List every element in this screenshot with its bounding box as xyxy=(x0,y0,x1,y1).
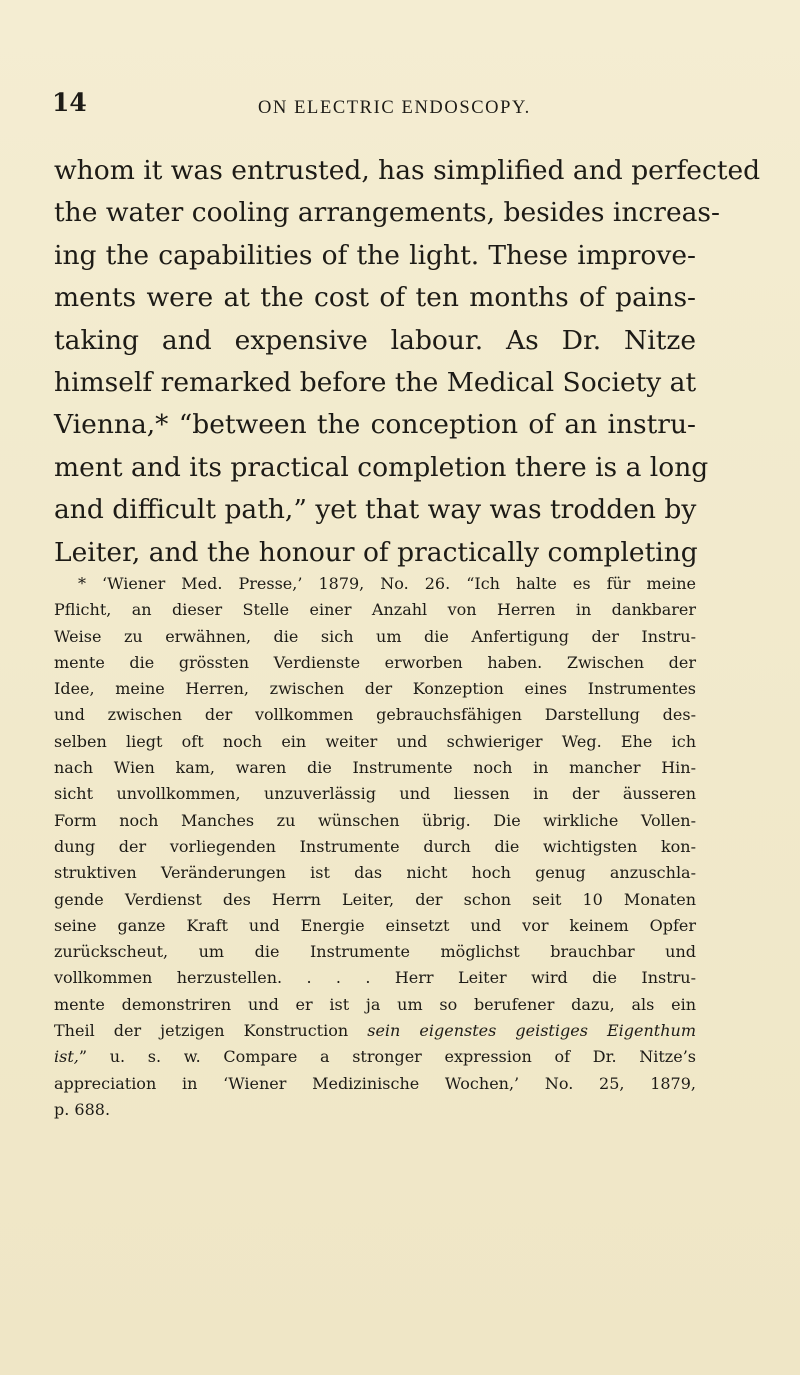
footnote-line: dung der vorliegenden Instrumente durch die wichtigsten kon- xyxy=(54,836,696,856)
footnote-line: und zwischen der vollkommen gebrauchsfähigen Darstellung des- xyxy=(54,705,696,725)
footnote-line: sicht unvollkommen, unzuverlässig und liessen in der äusseren xyxy=(54,784,696,804)
footnote xyxy=(54,571,696,1123)
footnote-line: p. 688. xyxy=(54,1099,111,1119)
footnote-line: mente demonstriren und er ist ja um so berufener dazu, als ein xyxy=(54,994,696,1014)
page-header xyxy=(40,88,760,128)
footnote-line xyxy=(54,1044,696,1070)
body-line: ments were at the cost of ten months of pains- xyxy=(54,282,696,314)
body-line: Vienna,* “between the conception of an instru- xyxy=(54,409,696,441)
footnote-line: * ‘Wiener Med. Presse,’ 1879, No. 26. “Ich halte es für meine xyxy=(78,574,696,593)
footnote-line: zurückscheut, um die Instrumente möglichst brauchbar und xyxy=(54,942,696,962)
footnote-line: Idee, meine Herren, zwischen der Konzeption eines Instrumentes xyxy=(54,679,696,699)
footnote-italic-text: ist, xyxy=(54,1047,79,1067)
body-line: and difficult path,” yet that way was trodden by xyxy=(54,494,697,526)
footnote-line: Weise zu erwähnen, die sich um die Anfertigung der Instru- xyxy=(54,626,696,646)
footnote-line: vollkommen herzustellen. . . . Herr Leiter wird die Instru- xyxy=(54,968,696,988)
footnote-line: struktiven Veränderungen ist das nicht hoch genug anzuschla- xyxy=(54,863,696,883)
body-line: taking and expensive labour. As Dr. Nitze xyxy=(54,324,696,356)
footnote-text: Theil der jetzigen Konstruction xyxy=(54,1021,368,1041)
footnote-line: gende Verdienst des Herrn Leiter, der schon seit 10 Monaten xyxy=(54,889,696,909)
body-line: ment and its practical completion there is a long xyxy=(54,451,709,483)
body-line: ing the capabilities of the light. These improve- xyxy=(54,239,696,271)
running-head: ON ELECTRIC ENDOSCOPY. xyxy=(258,98,531,118)
body-line: whom it was entrusted, has simplified and perfected xyxy=(54,155,761,186)
footnote-line: mente die grössten Verdienste erworben haben. Zwischen der xyxy=(54,652,696,672)
footnote-line: Form noch Manches zu wünschen übrig. Die wirkliche Vollen- xyxy=(54,810,696,830)
body-line: Leiter, and the honour of practically completing xyxy=(54,536,698,568)
body-line: the water cooling arrangements, besides increas- xyxy=(54,197,720,229)
footnote-line: seine ganze Kraft und Energie einsetzt und vor keinem Opfer xyxy=(54,915,696,935)
footnote-line: appreciation in ‘Wiener Medizinische Wochen,’ No. 25, 1879, xyxy=(54,1073,696,1093)
footnote-line: Pflicht, an dieser Stelle einer Anzahl von Herren in dankbarer xyxy=(54,600,696,620)
footnote-text: ” u. s. w. Compare a stronger expression of Dr. Nitze’s xyxy=(78,1047,696,1067)
page-number: 14 xyxy=(52,88,87,117)
footnote-italic-text: sein eigenstes geistiges Eigenthum xyxy=(367,1021,696,1041)
footnote-line: nach Wien kam, waren die Instrumente noch in mancher Hin- xyxy=(54,758,696,778)
body-line: himself remarked before the Medical Society at xyxy=(54,366,697,398)
footnote-line: selben liegt oft noch ein weiter und schwieriger Weg. Ehe ich xyxy=(54,731,696,751)
footnote-line xyxy=(54,1018,696,1044)
body-paragraph xyxy=(54,150,761,574)
